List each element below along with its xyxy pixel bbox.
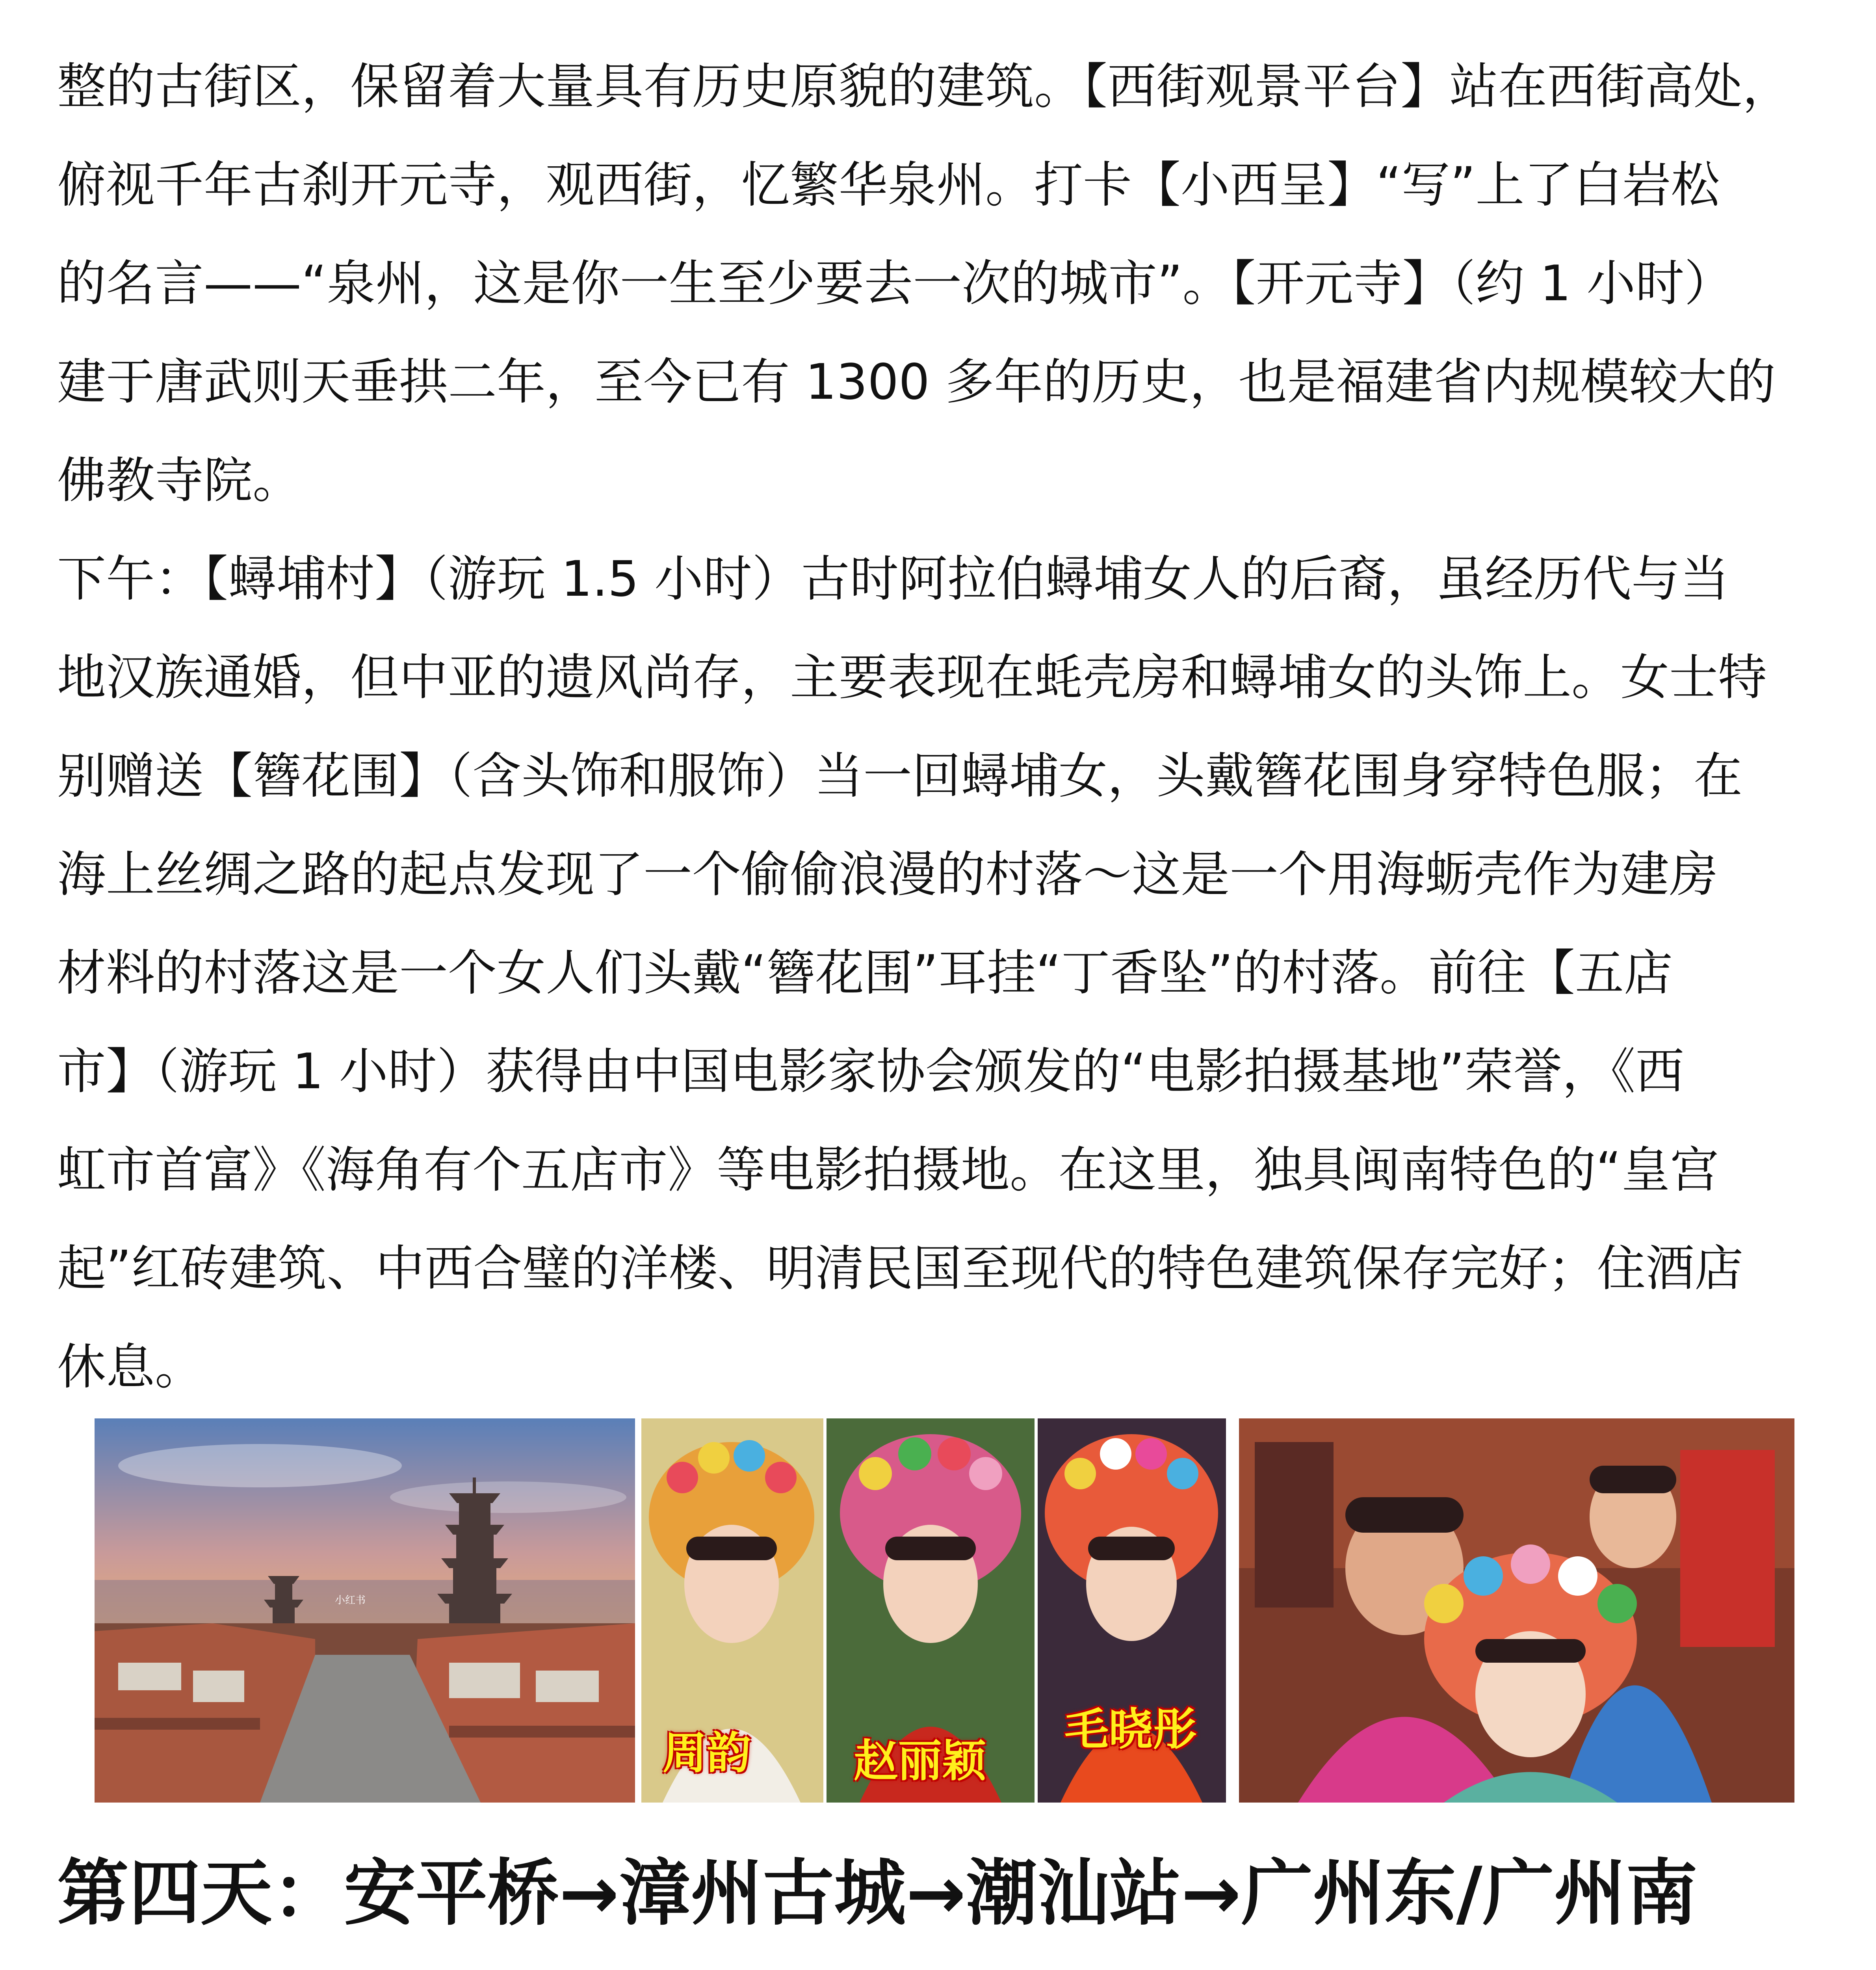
- day4-heading: 第四天：安平桥→漳州古城→潮汕站→广州东/广州南: [57, 1851, 1698, 1935]
- caption-name-3: 毛晓彤: [1064, 1704, 1197, 1755]
- text-line: 佛教寺院。: [57, 452, 302, 509]
- text-line: 整的古街区，保留着大量具有历史原貌的建筑。【西街观景平台】站在西街高处，: [57, 58, 1792, 115]
- flower-crown-village-photo: [1239, 1418, 1794, 1803]
- text-line: 市】（游玩 1 小时）获得由中国电影家协会颁发的“电影拍摄基地”荣誉，《西: [57, 1043, 1685, 1100]
- text-line: 下午：【蟳埔村】（游玩 1.5 小时）古时阿拉伯蟳埔女人的后裔，虽经历代与当: [57, 551, 1729, 608]
- text-line: 的名言——“泉州，这是你一生至少要去一次的城市”。【开元寺】（约 1 小时）: [57, 255, 1733, 312]
- pagoda-street-photo: [95, 1418, 635, 1803]
- caption-name-2: 赵丽颖: [854, 1736, 986, 1787]
- paragraph-day3-morning-end: [57, 37, 1822, 530]
- paragraph-day3-afternoon: [57, 530, 1822, 1416]
- text-line: 别赠送【簪花围】（含头饰和服饰）当一回蟳埔女，头戴簪花围身穿特色服；在: [57, 748, 1743, 805]
- watermark-text: 小红书: [335, 1594, 366, 1606]
- text-line: 起”红砖建筑、中西合璧的洋楼、明清民国至现代的特色建筑保存完好；住酒店: [57, 1240, 1744, 1297]
- text-line: 材料的村落这是一个女人们头戴“簪花围”耳挂“丁香坠”的村落。前往【五店: [57, 945, 1673, 1002]
- text-line: 地汉族通婚，但中亚的遗风尚存，主要表现在蚝壳房和蟳埔女的头饰上。女士特: [57, 649, 1767, 706]
- text-line: 俯视千年古刹开元寺，观西街，忆繁华泉州。打卡【小西呈】“写”上了白岩松: [57, 157, 1720, 214]
- text-line: 海上丝绸之路的起点发现了一个偷偷浪漫的村落～这是一个用海蛎壳作为建房: [57, 846, 1718, 903]
- text-line: 休息。: [57, 1339, 204, 1396]
- text-line: 建于唐武则天垂拱二年，至今已有 1300 多年的历史，也是福建省内规模较大的: [57, 354, 1776, 411]
- flower-crown-celebrities-photo: [639, 1418, 1226, 1803]
- day4-heading-continued: [57, 1968, 1822, 1970]
- text-line: 虹市首富》《海角有个五店市》等电影拍摄地。在这里，独具闽南特色的“皇宫: [57, 1142, 1719, 1199]
- caption-name-1: 周韵: [663, 1728, 751, 1779]
